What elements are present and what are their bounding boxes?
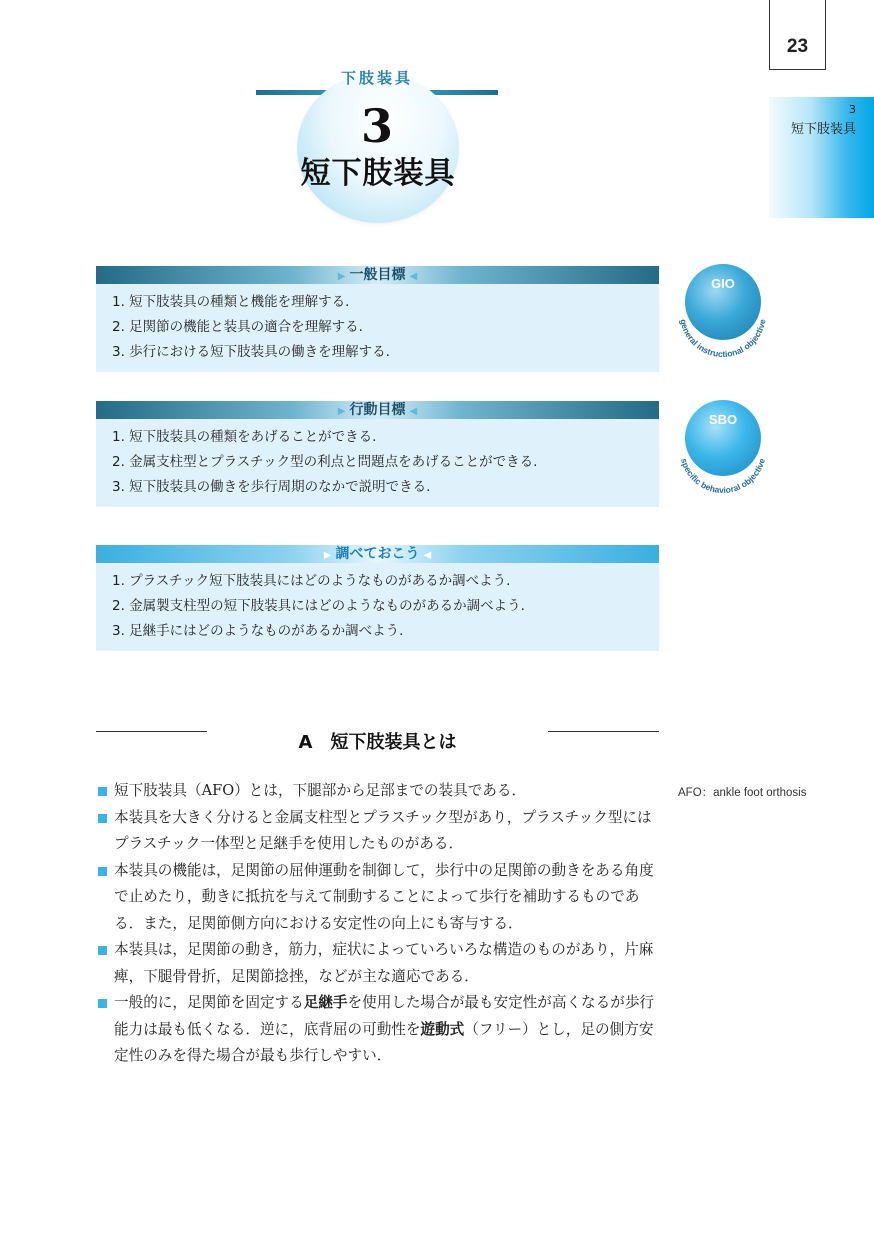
- general-objectives-box: [96, 266, 659, 372]
- paragraph-text: 一般的に，足関節を固定する: [114, 994, 304, 1011]
- square-bullet-icon: [98, 867, 107, 876]
- paragraph-text: 短下肢装具（AFO）とは，下腿部から足部までの装具である．: [114, 782, 527, 799]
- paragraph: [98, 778, 664, 805]
- paragraph-text: 本装具の機能は，足関節の屈伸運動を制御して，歩行中の足関節の動きをある角度で止めたり，動きに抵抗を与えて制動することによって歩行を補助するものである．また，足関節側方向における安定性の向上にも寄与する．: [114, 861, 654, 932]
- list-item: 1. プラスチック短下肢装具にはどのようなものがあるか調べよう.: [112, 573, 511, 589]
- square-bullet-icon: [98, 946, 107, 955]
- paragraph-text: 本装具は，足関節の動き，筋力，症状によっていろいろな構造のものがあり，片麻痺，下腿骨骨折，足関節捻挫，などが主な適応である．: [114, 941, 654, 985]
- paragraph: [98, 805, 664, 858]
- sbo-badge-icon: [668, 398, 778, 508]
- paragraph-text: を使用した場合が最も安定性が高くなるが歩行能力は最も低くなる．逆に，底背屈の可動性を: [114, 994, 655, 1038]
- paragraph-text: （フリー）とし，足の側方安定性のみを得た場合が最も歩行しやすい．: [114, 1020, 654, 1064]
- paragraph: [98, 990, 664, 1070]
- bold-term: 足継手: [303, 994, 348, 1011]
- triangle-left-icon: ◀: [423, 550, 432, 561]
- general-objectives-list: [96, 284, 659, 365]
- list-item: 3. 短下肢装具の働きを歩行周期のなかで説明できる.: [112, 479, 431, 495]
- research-tasks-list: [96, 563, 659, 644]
- side-tab-number: 3: [849, 103, 856, 116]
- chapter-number: 3: [360, 99, 393, 153]
- objective-heading-text: 一般目標: [349, 267, 406, 283]
- chapter-side-tab: [769, 97, 874, 218]
- page-number: 23: [769, 0, 826, 70]
- objective-heading-text: 行動目標: [349, 402, 406, 418]
- sbo-abbr: SBO: [708, 412, 738, 427]
- triangle-left-icon: ◀: [409, 406, 418, 417]
- side-tab-name: 短下肢装具: [790, 122, 856, 137]
- section-body: [98, 778, 664, 1070]
- paragraph: [98, 937, 664, 990]
- gio-badge-icon: [668, 262, 778, 372]
- sbo-arc-text: specific behavioral objective: [679, 457, 767, 496]
- paragraph-text: 本装具を大きく分けると金属支柱型とプラスチック型があり，プラスチック型にはプラスチック一体型と足継手を使用したものがある．: [114, 808, 652, 852]
- behavioral-objectives-heading: [96, 401, 659, 419]
- square-bullet-icon: [98, 787, 107, 796]
- triangle-right-icon: ▶: [337, 406, 346, 417]
- triangle-right-icon: ▶: [323, 550, 332, 561]
- gio-abbr: GIO: [711, 276, 735, 291]
- square-bullet-icon: [98, 814, 107, 823]
- bold-term: 遊動式: [420, 1020, 465, 1038]
- gio-arc-text: general instructional objective: [678, 318, 768, 360]
- list-item: 2. 金属支柱型とプラスチック型の利点と問題点をあげることができる.: [112, 454, 538, 470]
- general-objectives-heading: [96, 266, 659, 284]
- behavioral-objectives-box: [96, 401, 659, 507]
- square-bullet-icon: [98, 999, 107, 1008]
- list-item: 2. 足関節の機能と装具の適合を理解する.: [112, 319, 363, 335]
- margin-note: AFO：ankle foot orthosis: [678, 787, 807, 799]
- research-tasks-heading: [96, 545, 659, 563]
- behavioral-objectives-list: [96, 419, 659, 500]
- list-item: 3. 歩行における短下肢装具の働きを理解する.: [112, 344, 390, 360]
- objective-heading-text: 調べておこう: [335, 546, 420, 562]
- chapter-title: 短下肢装具: [300, 156, 456, 191]
- list-item: 3. 足継手にはどのようなものがあるか調べよう.: [112, 623, 404, 639]
- paragraph: [98, 858, 664, 938]
- list-item: 1. 短下肢装具の種類と機能を理解する.: [112, 294, 350, 310]
- chapter-category: 下肢装具: [340, 69, 413, 87]
- research-tasks-box: [96, 545, 659, 651]
- list-item: 1. 短下肢装具の種類をあげることができる.: [112, 429, 377, 445]
- list-item: 2. 金属製支柱型の短下肢装具にはどのようなものがあるか調べよう.: [112, 598, 525, 614]
- section-title: A 短下肢装具とは: [298, 732, 457, 753]
- triangle-left-icon: ◀: [409, 271, 418, 282]
- triangle-right-icon: ▶: [337, 271, 346, 282]
